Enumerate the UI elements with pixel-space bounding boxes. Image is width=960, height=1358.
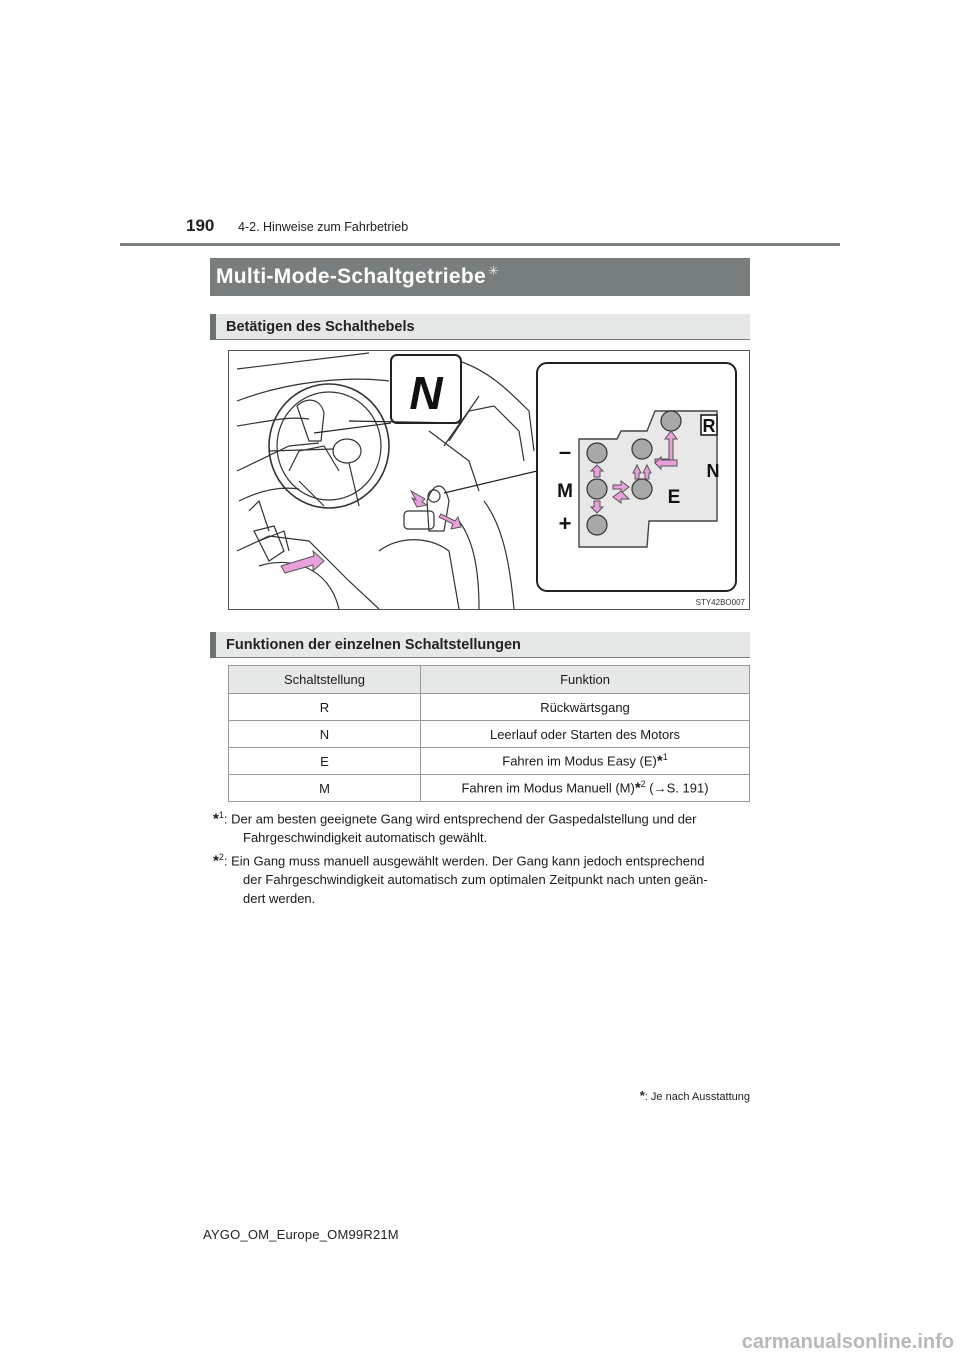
gate-label-minus: – xyxy=(558,439,572,464)
page-header xyxy=(0,0,960,250)
cockpit-illustration xyxy=(229,351,750,610)
shift-position-table xyxy=(228,665,750,802)
dashboard-drawing xyxy=(237,353,534,609)
gate-label-n: N xyxy=(706,461,720,481)
document-code: AYGO_OM_Europe_OM99R21M xyxy=(203,1227,399,1242)
table-cell-position: N xyxy=(229,721,421,748)
cockpit-arrows xyxy=(281,491,461,573)
table-row xyxy=(229,721,750,748)
subheader-marker xyxy=(210,314,216,340)
table-cell-function: Fahren im Modus Easy (E)*$^1$ xyxy=(421,748,750,775)
gate-label-plus: + xyxy=(558,511,572,536)
table-cell-position: R xyxy=(229,694,421,721)
gate-label-r: R xyxy=(702,416,716,436)
section-title-bar xyxy=(210,258,750,296)
subheader-operation-text: Betätigen des Schalthebels xyxy=(226,318,415,335)
figure-code: STY42BO007 xyxy=(695,598,745,607)
subheader-functions xyxy=(210,632,750,658)
table-row xyxy=(229,775,750,802)
gate-label-m: M xyxy=(557,481,573,502)
equipment-star-icon: ✳ xyxy=(488,263,499,278)
subheader-functions-text: Funktionen der einzelnen Schaltstellungen xyxy=(226,636,521,653)
subheader-marker xyxy=(210,632,216,658)
table-cell-position: M xyxy=(229,775,421,802)
gate-label-e: E xyxy=(667,487,681,508)
gate-leader-line xyxy=(444,471,537,493)
gear-display-letter: N xyxy=(409,367,443,419)
footnote-ref-1: 1 xyxy=(662,752,668,763)
subheader-operation xyxy=(210,314,750,340)
table-header-row xyxy=(229,666,750,694)
table-row xyxy=(229,748,750,775)
footnote-1: *$^1$: Der am besten geeignete Gang wird entsprechend der Gaspedalstellung und der Fahrgeschwindigkeit automatisch gewählt. xyxy=(213,810,697,846)
table-cell-function: Fahren im Modus Manuell (M)*$^2$ (→S. 191) xyxy=(421,775,750,802)
table-header-function: Funktion xyxy=(421,666,750,694)
section-title: Multi-Mode-Schaltgetriebe xyxy=(216,265,487,288)
table-cell-position: E xyxy=(229,748,421,775)
table-cell-function: Leerlauf oder Starten des Motors xyxy=(421,721,750,748)
section-path: 4-2. Hinweise zum Fahrbetrieb xyxy=(238,220,409,234)
watermark: carmanualsonline.info xyxy=(741,1331,954,1353)
header-divider xyxy=(120,243,840,246)
page-reference-link[interactable]: (→S. 191) xyxy=(645,780,709,796)
equipment-footnote: *: Je nach Ausstattung xyxy=(639,1088,750,1103)
footnote-ref-2: 2 xyxy=(640,779,646,790)
table-cell-function: Rückwärtsgang xyxy=(421,694,750,721)
footnote-2: *$^2$: Ein Gang muss manuell ausgewählt werden. Der Gang kann jedoch entsprechend der Fahrgeschwindigkeit automatisch zum optimalen Zeitpunkt nach unten geän- dert werden. xyxy=(213,852,708,907)
table-row xyxy=(229,694,750,721)
shift-lever-figure xyxy=(228,350,750,610)
table-header-position: Schaltstellung xyxy=(229,666,421,694)
page-number: 190 xyxy=(186,216,215,235)
